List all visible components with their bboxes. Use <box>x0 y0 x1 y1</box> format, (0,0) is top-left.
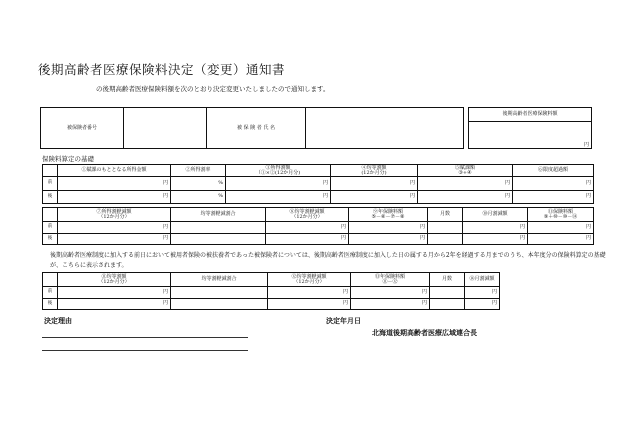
t1-h1: ①賦課のもととなる所得金額 <box>58 165 171 177</box>
t1-cell: 円 <box>226 177 331 191</box>
t2-cell: 円 <box>528 233 594 245</box>
calc-table-3 <box>42 272 500 310</box>
t1-cell: 円 <box>226 190 331 204</box>
issuer-name: 北海道後期高齢者医療広域連合長 <box>372 329 477 337</box>
premium-box <box>468 107 592 149</box>
t1-cell: 円 <box>513 190 594 204</box>
t2-h5: 月数 <box>428 208 463 222</box>
t2-cell <box>428 222 463 234</box>
note-text: 後期高齢者医療制度に加入する前日において被用者保険の被扶養者であった被保険者については、後期高齢者医療制度に加入した日の属する月から2年を経過する月までのうち、本年度分の保険料算定の基礎が、こちらに表示されます。 <box>50 252 606 269</box>
t1-cell: 円 <box>418 190 513 204</box>
t2-cell: 円 <box>463 233 528 245</box>
corner-cell <box>43 208 58 222</box>
row-before: 前 <box>43 177 58 191</box>
document-title: 後期高齢者医療保険料決定（変更）通知書 <box>38 62 286 77</box>
t1-cell: 円 <box>331 190 418 204</box>
t1-h6: ⑥限度超過額 <box>513 165 594 177</box>
t2-cell <box>428 233 463 245</box>
corner-cell <box>43 165 58 177</box>
insured-name-label: 被 保 険 者 氏 名 <box>207 108 306 149</box>
t3-cell: 円 <box>465 298 500 310</box>
t3-cell: 円 <box>268 298 351 310</box>
intro-text: の後期高齢者医療保険料額を次のとおり決定変更いたしましたので通知します。 <box>96 85 330 93</box>
t1-h2: ②所得割率 <box>171 165 226 177</box>
t2-cell: 円 <box>266 222 349 234</box>
t3-h6: ⑭月割減額 <box>465 273 500 287</box>
row-before: 前 <box>43 222 58 234</box>
calc-table-1 <box>42 164 594 204</box>
t1-cell: 円 <box>331 177 418 191</box>
t1-h4: ④均等割額 (12か月分) <box>331 165 418 177</box>
t2-cell: 円 <box>528 222 594 234</box>
t2-cell: 円 <box>349 233 428 245</box>
t3-cell: 円 <box>351 287 430 299</box>
section-label: 保険料算定の基礎 <box>42 155 94 163</box>
t3-h2: 均等割軽減割合 <box>171 273 268 287</box>
t3-h3: ⑫均等割軽減額 （12か月分） <box>268 273 351 287</box>
premium-label: 後期高齢者医療保険料額 <box>469 108 592 122</box>
t2-cell: 円 <box>58 233 171 245</box>
t3-cell <box>171 287 268 299</box>
decision-reason-label: 決定理由 <box>44 317 72 325</box>
t1-cell: 円 <box>418 177 513 191</box>
t1-cell: 円 <box>513 177 594 191</box>
t3-h4: ⑬年保険料額 ⑪－⑫ <box>351 273 430 287</box>
t2-cell: 円 <box>58 222 171 234</box>
t3-h5: 月数 <box>430 273 465 287</box>
t3-cell <box>171 298 268 310</box>
t2-h2: 均等割軽減割合 <box>171 208 266 222</box>
t3-cell: 円 <box>58 298 171 310</box>
t2-h4: ⑨年保険料額 ⑤－⑥－⑦－⑧ <box>349 208 428 222</box>
decision-date-label: 決定年月日 <box>326 317 361 325</box>
t2-cell: 円 <box>266 233 349 245</box>
row-after: 後 <box>43 190 58 204</box>
insured-number-value <box>124 108 207 149</box>
t3-cell: 円 <box>351 298 430 310</box>
t3-h1: ⑪均等割額 （12か月分） <box>58 273 171 287</box>
t3-cell <box>430 287 465 299</box>
t1-h3: ③所得割額 （①×②(12か月分) <box>226 165 331 177</box>
t2-cell <box>171 233 266 245</box>
insured-number-label: 被保険者番号 <box>41 108 124 149</box>
t3-cell: 円 <box>465 287 500 299</box>
t2-cell: 円 <box>349 222 428 234</box>
t1-h5: ⑤賦課額 ③+④ <box>418 165 513 177</box>
insured-name-value <box>306 108 464 149</box>
t3-cell <box>430 298 465 310</box>
t2-h1: ⑦所得割軽減額 （12か月分） <box>58 208 171 222</box>
reason-line-1 <box>42 337 248 338</box>
corner-cell <box>43 273 58 287</box>
t1-cell: 円 <box>58 177 171 191</box>
t2-cell <box>171 222 266 234</box>
t1-cell: % <box>171 190 226 204</box>
t3-cell: 円 <box>268 287 351 299</box>
row-after: 後 <box>43 298 58 310</box>
reason-line-2 <box>42 350 248 351</box>
t2-h3: ⑧均等割軽減額 （12か月分） <box>266 208 349 222</box>
insured-info-table <box>40 107 464 149</box>
t2-cell: 円 <box>463 222 528 234</box>
calc-table-2 <box>42 207 594 245</box>
t1-cell: 円 <box>58 190 171 204</box>
t2-h6: ⑩月割減額 <box>463 208 528 222</box>
t3-cell: 円 <box>58 287 171 299</box>
row-before: 前 <box>43 287 58 299</box>
t1-cell: % <box>171 177 226 191</box>
t2-h7: ⑪保険料額 ⑨＋⑩－⑩－⑭ <box>528 208 594 222</box>
row-after: 後 <box>43 233 58 245</box>
premium-value: 円 <box>469 122 592 149</box>
